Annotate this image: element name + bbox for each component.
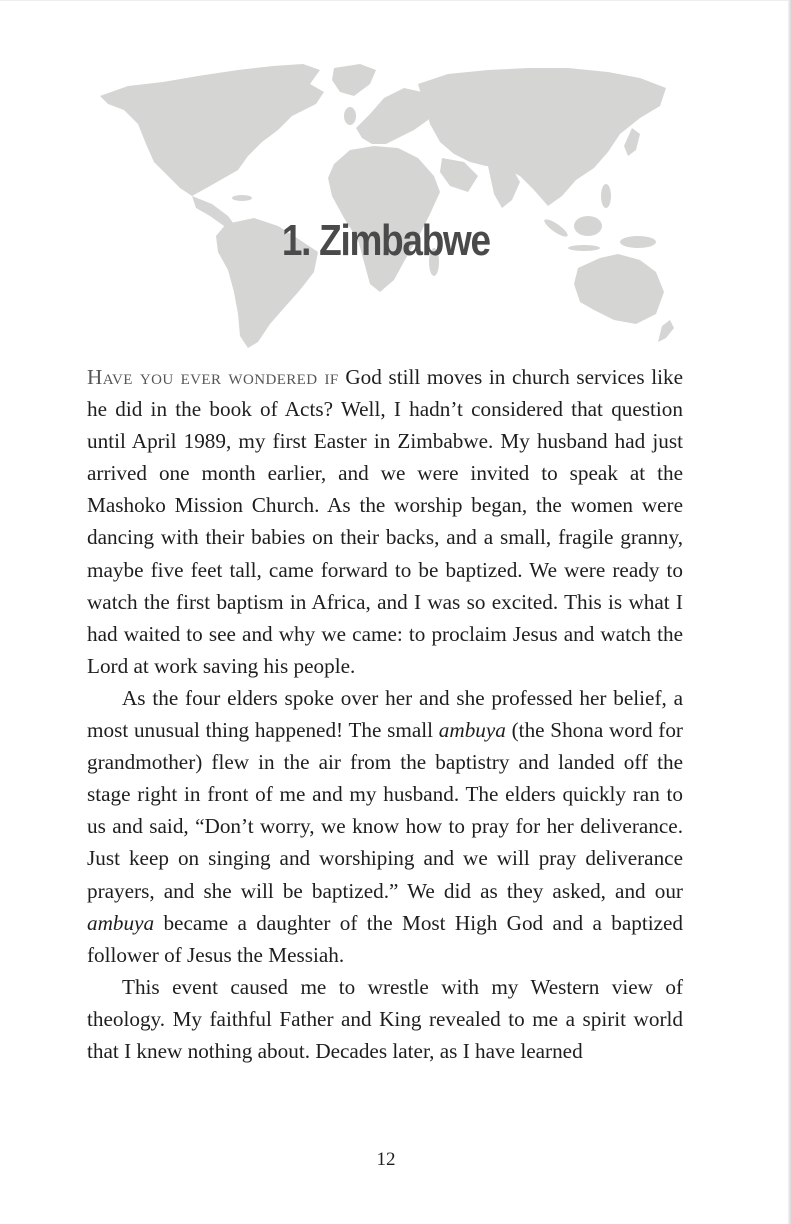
body-text bbox=[87, 361, 683, 1067]
arabia-shape bbox=[440, 158, 478, 192]
philippines-shape bbox=[601, 184, 611, 208]
chapter-title: 1. Zimbabwe bbox=[281, 216, 490, 265]
paragraph-2-text-b: (the Shona word for grandmother) flew in the air from the baptistry and landed off the stage right in front of me and my husband. The elders quickly ran to us and said, “Don’t worry, we know how to pray for her deliverance. Just keep on singing and worshiping and we will pray deliverance prayers, and she will be baptized.” We did as they asked, and our bbox=[87, 718, 683, 903]
world-map-illustration bbox=[88, 58, 688, 353]
north-america-shape bbox=[100, 64, 324, 196]
paragraph-3 bbox=[87, 971, 683, 1067]
page-top-edge bbox=[0, 0, 792, 1]
paragraph-3-text: This event caused me to wrestle with my Western view of theology. My faithful Father and King revealed to me a spirit world that I knew nothing about. Decades later, as I have learned bbox=[87, 974, 683, 1063]
paragraph-2-text-c: became a daughter of the Most High God and a baptized follower of Jesus the Messiah. bbox=[87, 910, 683, 967]
paragraph-2 bbox=[87, 682, 683, 971]
caribbean-islands-shape bbox=[232, 195, 252, 201]
lead-in-smallcaps: Have you ever wondered if bbox=[87, 365, 339, 389]
new-zealand-shape bbox=[658, 320, 674, 342]
greenland-shape bbox=[332, 64, 376, 96]
italic-term-ambuya: ambuya bbox=[438, 718, 506, 743]
page-number: 12 bbox=[376, 1149, 396, 1170]
italic-term-ambuya-2: ambuya bbox=[87, 910, 155, 935]
paragraph-1 bbox=[87, 361, 683, 682]
japan-shape bbox=[624, 128, 640, 156]
paragraph-1-text: God still moves in church services like he did in the book of Acts? Well, I hadn’t considered that question until April 1989, my first Easter in Zimbabwe. My husband had just arrived one month earlier, and we were invited to speak at the Mashoko Mission Church. As the worship began, the women were dancing with their babies on their backs, and a small, fragile granny, maybe five feet tall, came forward to be baptized. We were ready to watch the first baptism in Africa, and I was so excited. This is what I had waited to see and why we came: to proclaim Jesus and watch the Lord at work saving his people. bbox=[87, 365, 684, 678]
paragraph-2-text-a: As the four elders spoke over her and she professed her belief, a most unusual thing happened! The small bbox=[87, 685, 683, 743]
page-right-edge bbox=[788, 0, 792, 1224]
british-isles-shape bbox=[344, 107, 356, 125]
